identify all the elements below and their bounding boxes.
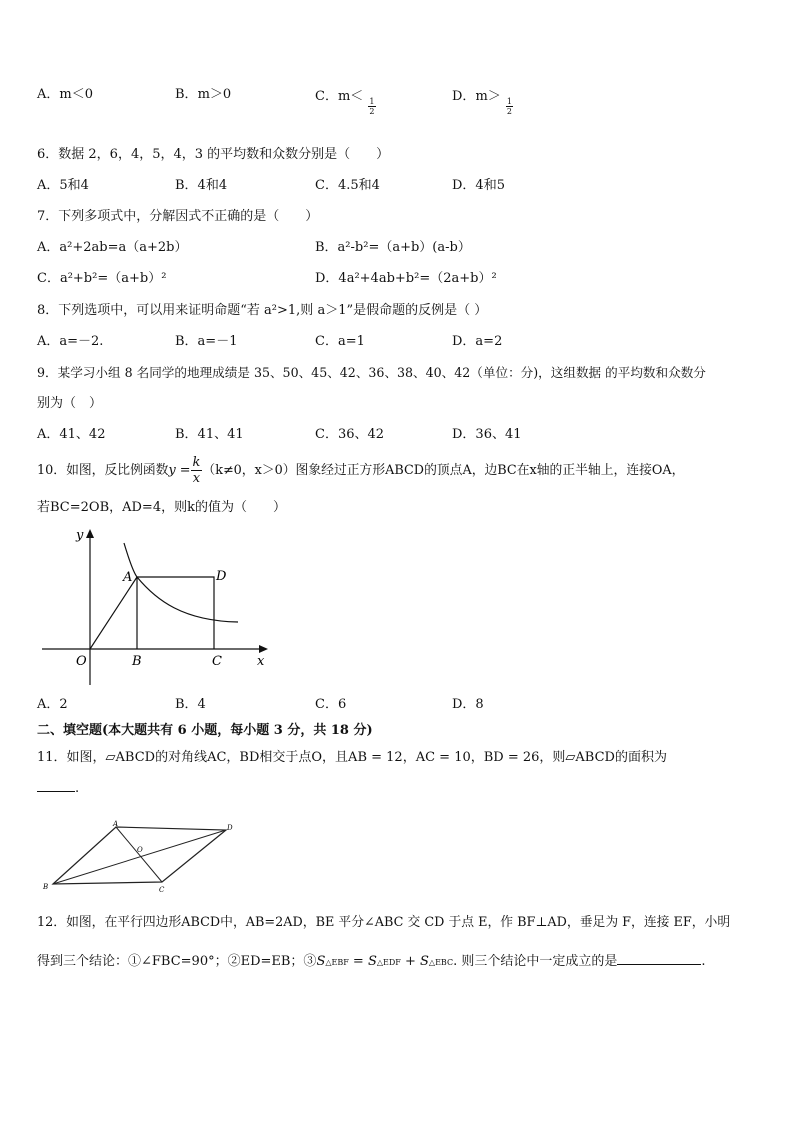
q11-diagonal-ac <box>116 827 162 882</box>
q9-stem-line2: 别为（ ） <box>37 396 103 411</box>
q7-option-d: D．4a²+4ab+b²=（2a+b）² <box>315 271 497 286</box>
q10-y-arrow-icon <box>86 529 94 538</box>
q10-label-d: D <box>216 569 227 584</box>
q11-label-b: B <box>43 883 49 891</box>
q5-option-b: B．m＞0 <box>175 87 232 102</box>
q5-option-c: C．m＜ $\frac{1}{2}$ <box>315 89 375 116</box>
q11-answer-blank[interactable] <box>37 791 75 792</box>
q10-option-d: D．8 <box>452 697 484 712</box>
q10-label-c: C <box>212 654 222 669</box>
q6-stem: 6．数据 2，6，4，5，4，3 的平均数和众数分别是（ ） <box>37 147 390 162</box>
q11-label-a: A <box>113 820 119 828</box>
q10-option-c: C．6 <box>315 697 347 712</box>
q5-option-d: D．m＞ $\frac{1}{2}$ <box>452 89 512 116</box>
q10-x-arrow-icon <box>259 645 268 653</box>
q11-label-c: C <box>159 886 165 893</box>
q10-label-y: y <box>76 528 84 543</box>
q10-label-x: x <box>257 654 265 669</box>
q10-stem-line1: 10．如图，反比例函数y = $\frac{k}{x}$ （k≠0，x＞0）图象经过正方形ABCD的顶点A，边BC在x轴的正半轴上，连接OA， <box>37 455 685 486</box>
q10-segment-oa <box>90 577 137 649</box>
q6-option-a: A．5和4 <box>37 178 89 193</box>
q7-option-a: A．a²+2ab=a（a+2b） <box>37 240 188 255</box>
q7-option-c: C．a²+b²=（a+b）² <box>37 271 167 286</box>
q5-option-a: A．m＜0 <box>37 87 93 102</box>
q9-option-b: B．41、41 <box>175 427 244 442</box>
q5-option-c-fraction: $\frac{1}{2}$ <box>369 97 375 116</box>
q9-option-a: A．41、42 <box>37 427 106 442</box>
q10-figure <box>38 525 278 695</box>
q12-stem-line1: 12．如图，在平行四边形ABCD中，AB=2AD，BE 平分∠ABC 交 CD 于点 E，作 BF⊥AD，垂足为 F，连接 EF，小明 <box>37 915 731 930</box>
q8-option-c: C．a=1 <box>315 334 365 349</box>
q10-label-a: A <box>123 570 133 585</box>
q10-option-b: B．4 <box>175 697 206 712</box>
q7-stem: 7．下列多项式中，分解因式不正确的是（ ） <box>37 209 319 224</box>
q8-option-d: D．a=2 <box>452 334 503 349</box>
q11-figure <box>38 818 248 893</box>
q7-option-b: B．a²-b²=（a+b）(a-b） <box>315 240 471 255</box>
q11-label-o: O <box>137 846 143 854</box>
q11-answer-line: . <box>37 781 79 797</box>
q12-answer-blank[interactable] <box>617 964 701 965</box>
q11-stem: 11．如图，▱ABCD的对角线AC，BD相交于点O，且AB = 12，AC = 10，BD = 26，则▱ABCD的面积为 <box>37 750 667 765</box>
q9-stem-line1: 9．某学习小组 8 名同学的地理成绩是 35、50、45、42、36、38、40、42（单位：分)，这组数据 的平均数和众数分 <box>37 365 706 380</box>
q9-option-d: D．36、41 <box>452 427 522 442</box>
q5-option-d-fraction: $\frac{1}{2}$ <box>506 97 512 116</box>
q10-option-a: A．2 <box>37 697 68 712</box>
q10-square-abcd <box>137 577 214 649</box>
q6-option-c: C．4.5和4 <box>315 178 380 193</box>
q12-stem-line2: 得到三个结论：①∠FBC=90°；②ED=EB；③S△EBF = S△EDF + S△EBC. 则三个结论中一定成立的是 . <box>37 954 706 969</box>
q11-label-d: D <box>227 824 233 832</box>
q10-fraction: $\frac{k}{x}$ <box>192 455 201 486</box>
q8-option-a: A．a=－2. <box>37 334 104 349</box>
q6-option-d: D．4和5 <box>452 178 505 193</box>
q10-stem-line2: 若BC=2OB，AD=4，则k的值为（ ） <box>37 500 286 515</box>
q8-stem: 8．下列选项中，可以用来证明命题“若 a²>1,则 a＞1”是假命题的反例是（ ） <box>37 303 488 318</box>
q8-option-b: B．a=－1 <box>175 334 238 349</box>
q10-label-b: B <box>132 654 142 669</box>
q11-diagonal-bd <box>53 830 226 884</box>
q9-option-c: C．36、42 <box>315 427 385 442</box>
q10-label-o: O <box>76 654 87 669</box>
q6-option-b: B．4和4 <box>175 178 228 193</box>
section-2-title: 二、填空题(本大题共有 6 小题，每小题 3 分，共 18 分) <box>37 723 373 738</box>
